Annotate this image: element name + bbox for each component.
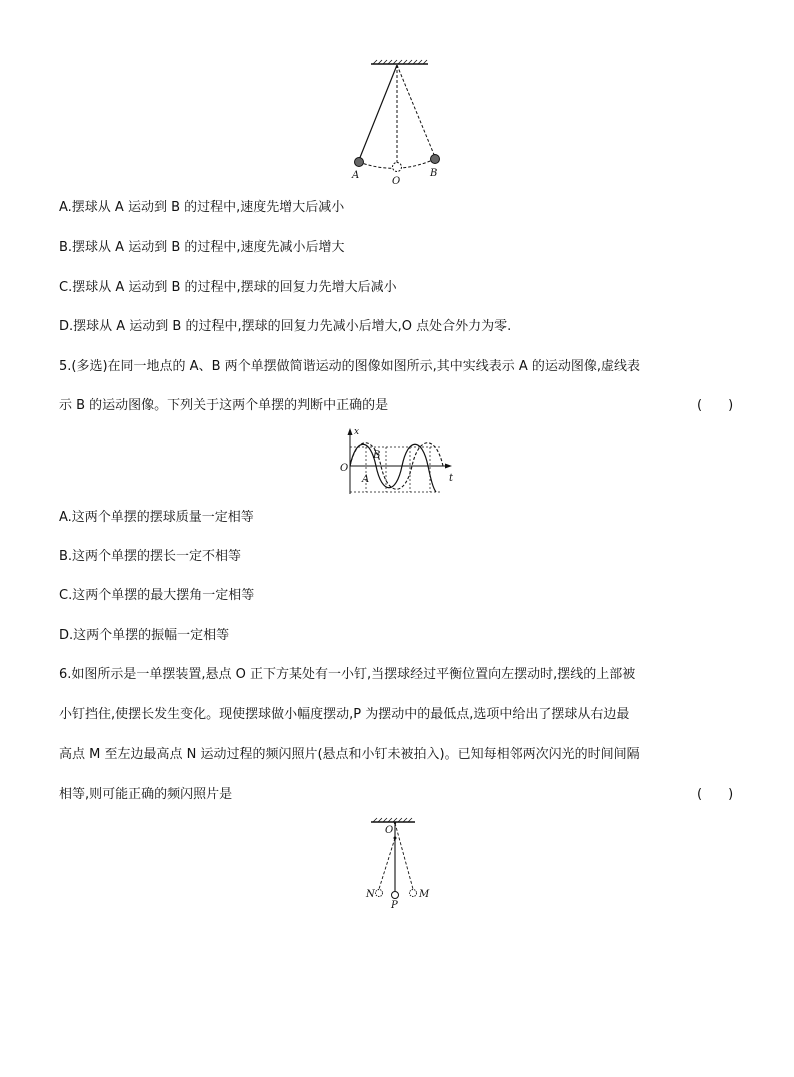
string-to-M — [395, 823, 413, 889]
q5-option-d: D.这两个单摆的振幅一定相等 — [59, 628, 230, 643]
q5-option-c: C.这两个单摆的最大摆角一定相等 — [59, 588, 255, 603]
q4-option-d: D.摆球从 A 运动到 B 的过程中,摆球的回复力先减小后增大,O 点处合外力为零. — [59, 319, 512, 334]
bob-M — [410, 890, 417, 897]
q5-stem-line1: 5.(多选)在同一地点的 A、B 两个单摆做简谐运动的图像如图所示,其中实线表示 A 的运动图像,虚线表 — [59, 359, 641, 374]
label-A: A — [352, 170, 360, 181]
q5-answer-paren: ( ) — [697, 398, 734, 413]
label-M: M — [419, 889, 430, 900]
label-N: N — [366, 889, 375, 900]
q6-stem-line3: 高点 M 至左边最高点 N 运动过程的频闪照片(悬点和小钉未被拍入)。已知每相邻两次闪光的时间间隔 — [59, 747, 640, 762]
label-P: P — [391, 900, 398, 911]
q5-option-a: A.这两个单摆的摆球质量一定相等 — [59, 510, 254, 525]
q5-stem-line2: 示 B 的运动图像。下列关于这两个单摆的判断中正确的是 — [59, 398, 389, 413]
string-to-N — [379, 838, 395, 889]
label-B: B — [430, 168, 438, 179]
label-O: O — [392, 176, 401, 187]
origin-label: O — [340, 463, 349, 474]
q4-option-a: A.摆球从 A 运动到 B 的过程中,速度先增大后减小 — [59, 200, 345, 215]
bob-P — [392, 892, 399, 899]
label-O: O — [385, 825, 394, 836]
label-A: A — [362, 474, 370, 485]
bob-N — [376, 890, 383, 897]
q4-option-b: B.摆球从 A 运动到 B 的过程中,速度先减小后增大 — [59, 240, 345, 255]
axis-x-label: x — [354, 427, 360, 437]
q6-stem-line2: 小钉挡住,使摆长发生变化。现使摆球做小幅度摆动,P 为摆动中的最低点,选项中给出了摆球从右边最 — [59, 707, 630, 722]
q5-option-b: B.这两个单摆的摆长一定不相等 — [59, 549, 242, 564]
q6-stem-line1: 6.如图所示是一单摆装置,悬点 O 正下方某处有一小钉,当摆球经过平衡位置向左摆动时,摆线的上部被 — [59, 667, 636, 682]
q6-stem-line4: 相等,则可能正确的频闪照片是 — [59, 787, 233, 802]
label-B: B — [373, 450, 381, 461]
q4-option-c: C.摆球从 A 运动到 B 的过程中,摆球的回复力先增大后减小 — [59, 280, 397, 295]
q6-answer-paren: ( ) — [697, 787, 734, 802]
axis-t-label: t — [449, 473, 454, 484]
